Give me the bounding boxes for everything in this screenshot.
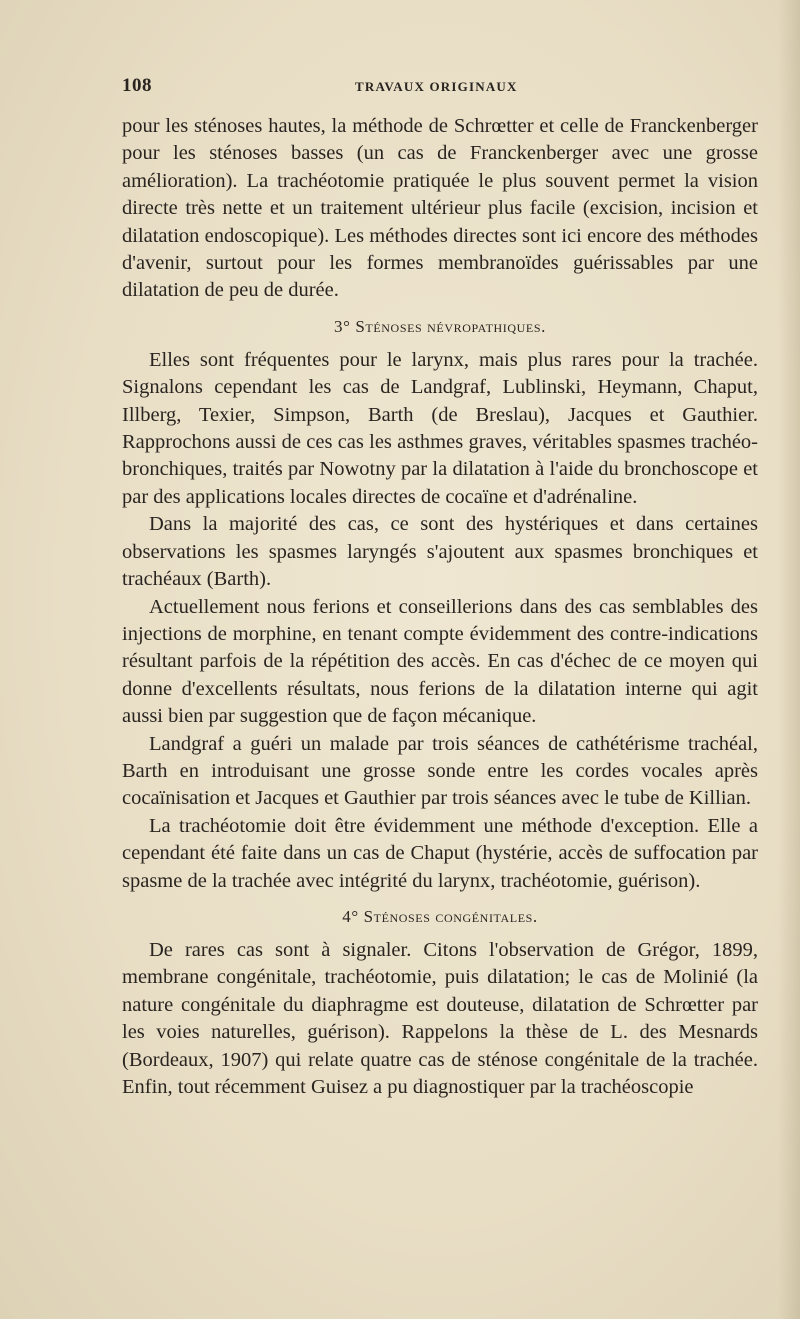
section-title: Sténoses névropathiques. (355, 316, 546, 336)
page-number: 108 (122, 75, 152, 96)
paragraph: Actuellement nous ferions et conseillerions dans des cas semblables des injections de morphine, en tenant compte évidemment des contre-indications résultant parfois de la répétition des accès. En cas d'échec de ce moyen qui donne d'excellents résultats, nous ferions de la dilatation interne qui agit aussi bien par suggestion que de façon mécanique. (122, 595, 758, 728)
section-number: 4° (342, 906, 359, 926)
paragraph: Dans la majorité des cas, ce sont des hystériques et dans certaines observations les spasmes laryngés s'ajoutent aux spasmes bronchiques et trachéaux (Barth). (122, 513, 758, 591)
page-edge-shadow (778, 0, 800, 1319)
paragraph: De rares cas sont à signaler. Citons l'observation de Grégor, 1899, membrane congénitale, trachéotomie, puis dilatation; le cas de Molinié (la nature congénitale du diaphragme est douteuse, dilatation de Schrœtter par les voies naturelles, guérison). Rappelons la thèse de L. des Mesnards (Bordeaux, 1907) qui relate quatre cas de sténose congénitale de la trachée. Enfin, tout récemment Guisez a pu diagnostiquer par la trachéoscopie (122, 938, 758, 1098)
section-number: 3° (334, 316, 351, 336)
body-text (122, 113, 758, 1101)
paragraph: Landgraf a guéri un malade par trois séances de cathétérisme trachéal, Barth en introduisant une grosse sonde entre les cordes vocales après cocaïnisation et Jacques et Gauthier par trois séances avec le tube de Killian. (122, 732, 758, 810)
section-title: Sténoses congénitales. (363, 906, 538, 926)
running-head: TRAVAUX ORIGINAUX (355, 79, 518, 94)
paragraph: Elles sont fréquentes pour le larynx, mais plus rares pour la trachée. Signalons cependant les cas de Landgraf, Lublinski, Heymann, Chaput, Illberg, Texier, Simpson, Barth (de Breslau), Jacques et Gauthier. Rapprochons aussi de ces cas les asthmes graves, véritables spasmes trachéo-bronchiques, traités par Nowotny par la dilatation à l'aide du bronchoscope et par des applications locales directes de cocaïne et d'adrénaline. (122, 348, 758, 508)
paragraph: pour les sténoses hautes, la méthode de Schrœtter et celle de Franckenberger pour les sténoses basses (un cas de Franckenberger avec une grosse amélioration). La trachéotomie pratiquée le plus souvent permet la vision directe très nette et un traitement ultérieur plus facile (excision, incision et dilatation endoscopique). Les méthodes directes sont ici encore des méthodes d'avenir, surtout pour les formes membranoïdes guérissables par une dilatation de peu de durée. (122, 115, 758, 302)
section-heading-congenitales (122, 905, 758, 929)
section-heading-nevropathiques (122, 315, 758, 339)
paragraph: La trachéotomie doit être évidemment une méthode d'exception. Elle a cependant été faite dans un cas de Chaput (hystérie, accès de suffocation par spasme de la trachée avec intégrité du larynx, trachéotomie, guérison). (122, 814, 758, 892)
page-header (122, 75, 758, 99)
